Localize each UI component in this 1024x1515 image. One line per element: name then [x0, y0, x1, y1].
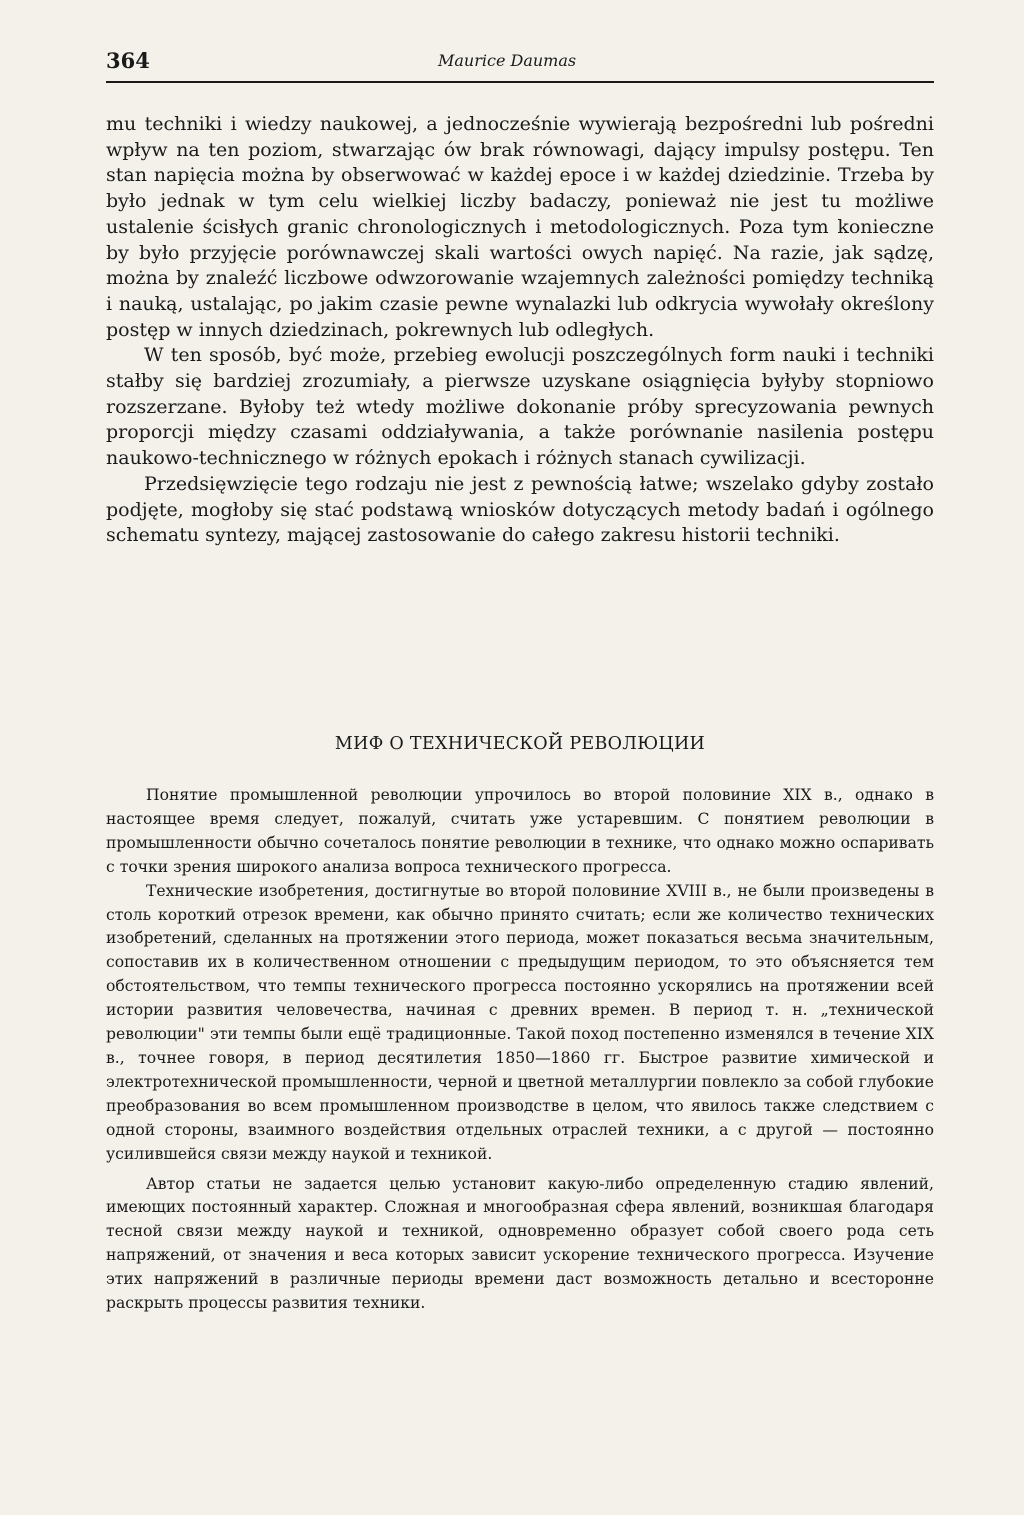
polish-text-block: [106, 112, 934, 549]
running-head-author: Maurice Daumas: [438, 51, 577, 70]
russian-paragraph-2: Технические изобретения, достигнутые во второй половиние XVIII в., не были произведены в столь короткий отрезок времени, как обычно принято считать; если же количество технических изобретений, сделанных на протяжении этого периода, может показаться весьма значительным, сопоставив их в количественном отношении с предыдущим периодом, то это объясняется тем обстоятельством, что темпы технического прогресса постоянно ускорялись на протяжении всей истории развития человечества, начиная с древних времен. В период т. н. „технической революции" эти темпы были ещё традиционные. Такой поход постепенно изменялся в течение XIX в., точнее говоря, в период десятилетия 1850—1860 гг. Быстрое развитие химической и электротехнической промышленности, черной и цветной металлургии повлекло за собой глубокие преобразования во всем промышленном производстве в целом, что явилось также следствием с одной стороны, взаимного воздействия отдельных отраслей техники, а с другой — постоянно усилившейся связи между наукой и техникой.: [106, 881, 934, 1163]
polish-paragraph-3: Przedsięwzięcie tego rodzaju nie jest z pewnością łatwe; wszelako gdyby zostało podjęte, mogłoby się stać podstawą wniosków dotyczących metody badań i ogólnego schematu syntezy, mającej zastosowanie do całego zakresu historii techniki.: [106, 472, 934, 547]
header-rule: [106, 81, 934, 83]
russian-paragraph-3: Автор статьи не задается целью установит какую-либо определенную стадию явлений, имеющих постоянный характер. Сложная и многообразная сфера явлений, возникшая благодаря тесной связи между наукой и техникой, одновременно образует собой своего рода сеть напряжений, от значения и веса которых зависит ускорение технического прогресса. Изучение этих напряжений в различные периоды времени даст возможность детально и всесторонне раскрыть процессы развития техники.: [106, 1174, 934, 1313]
section-title: МИФ О ТЕХНИЧЕСКОЙ РЕВОЛЮЦИИ: [334, 734, 706, 754]
page-number: 364: [106, 48, 150, 73]
polish-paragraph-1: mu techniki i wiedzy naukowej, a jednocześnie wywierają bezpośredni lub pośredni wpływ na ten poziom, stwarzając ów brak równowagi, dający impulsy postępu. Ten stan napięcia można by obserwować w każdej epoce i w każdej dziedzinie. Trzeba by było jednak w tym celu wielkiej liczby badaczy, ponieważ nie jest tu możliwe ustalenie ścisłych granic chronologicznych i metodologicznych. Poza tym konieczne by było przyjęcie porównawczej skali wartości owych napięć. Na razie, jak sądzę, można by znaleźć liczbowe odwzorowanie wzajemnych zależności pomiędzy techniką i nauką, ustalając, po jakim czasie pewne wynalazki lub odkrycia wywołały określony postęp w innych dziedzinach, pokrewnych lub odległych.: [106, 113, 934, 341]
russian-summary-block: [106, 784, 934, 1316]
polish-paragraph-2: W ten sposób, być może, przebieg ewolucji poszczególnych form nauki i techniki stałby się bardziej zrozumiały, a pierwsze uzyskane osiągnięcia byłyby stopniowo rozszerzane. Byłoby też wtedy możliwe dokonanie próby sprecyzowania pewnych proporcji między czasami oddziaływania, a także porównanie nasilenia postępu naukowo-technicznego w różnych epokach i różnych stanach cywilizacji.: [106, 344, 934, 470]
page-header: [106, 44, 936, 74]
book-page: [106, 44, 936, 1313]
russian-paragraph-1: Понятие промышленной революции упрочилось во второй половиние XIX в., однако в настоящее время следует, пожалуй, считать уже устаревшим. С понятием революции в промышленности обычно сочеталось понятие революции в технике, что однако можно оспаривать с точки зрения широкого анализа вопроса технического прогресса.: [106, 786, 934, 876]
